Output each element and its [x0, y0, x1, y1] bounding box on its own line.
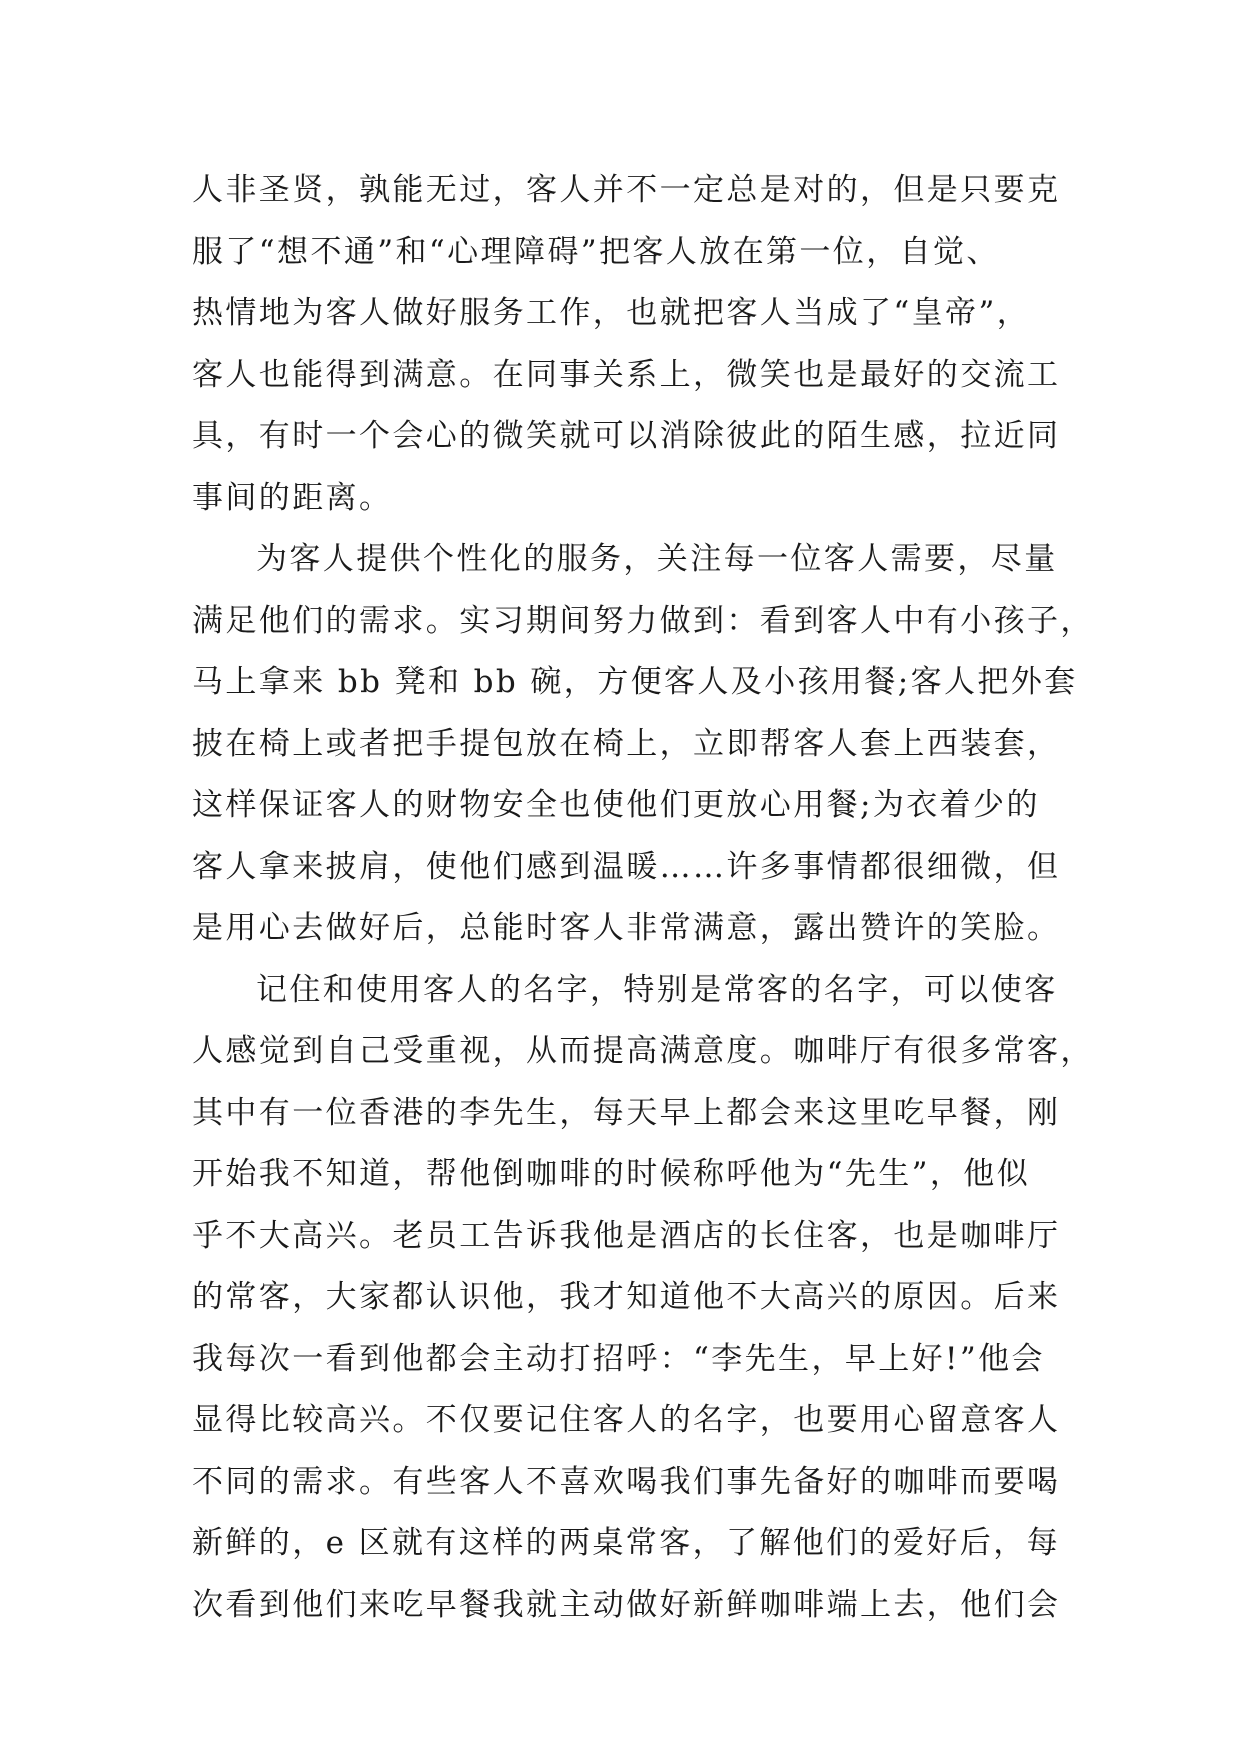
text-line: 客人也能得到满意。在同事关系上，微笑也是最好的交流工: [192, 356, 1061, 393]
text-line: 显得比较高兴。不仅要记住客人的名字，也要用心留意客人: [192, 1402, 1061, 1438]
text-line: 乎不大高兴。老员工告诉我他是酒店的长住客，也是咖啡厅: [192, 1217, 1061, 1254]
text-line: 满足他们的需求。实习期间努力做到：看到客人中有小孩子，: [192, 602, 1094, 639]
text-line: 热情地为客人做好服务工作，也就把客人当成了“皇帝”，: [192, 295, 1031, 331]
text-line: 披在椅上或者把手提包放在椅上，立即帮客人套上西装套，: [192, 725, 1061, 762]
text-line: 服了“想不通”和“心理障碍”把客人放在第一位，自觉、: [192, 233, 1000, 270]
text-line: 人非圣贤，孰能无过，客人并不一定总是对的，但是只要克: [192, 172, 1061, 208]
text-line: 的常客，大家都认识他，我才知道他不大高兴的原因。后来: [192, 1279, 1061, 1315]
text-line: 新鲜的，e 区就有这样的两桌常客，了解他们的爱好后，每: [192, 1525, 1060, 1561]
text-line: 客人拿来披肩，使他们感到温暖……许多事情都很细微，但: [192, 848, 1061, 885]
text-line: 我每次一看到他都会主动打招呼：“李先生，早上好!”他会: [192, 1340, 1045, 1377]
body-text: [192, 160, 1094, 1636]
text-line: 马上拿来 bb 凳和 bb 碗，方便客人及小孩用餐;客人把外套: [192, 664, 1078, 700]
paragraph-first-line: 为客人提供个性化的服务，关注每一位客人需要，尽量: [256, 541, 1058, 577]
paragraph-first-line: 记住和使用客人的名字，特别是常客的名字，可以使客: [256, 971, 1058, 1008]
text-line: 具，有时一个会心的微笑就可以消除彼此的陌生感，拉近同: [192, 418, 1061, 454]
text-line: 人感觉到自己受重视，从而提高满意度。咖啡厅有很多常客，: [192, 1033, 1094, 1069]
text-line: 其中有一位香港的李先生，每天早上都会来这里吃早餐，刚: [192, 1094, 1061, 1131]
text-line: 次看到他们来吃早餐我就主动做好新鲜咖啡端上去，他们会: [192, 1586, 1061, 1623]
text-line: 是用心去做好后，总能时客人非常满意，露出赞许的笑脸。: [192, 910, 1061, 946]
text-line: 不同的需求。有些客人不喜欢喝我们事先备好的咖啡而要喝: [192, 1463, 1061, 1500]
text-line: 事间的距离。: [192, 479, 393, 516]
text-line: 这样保证客人的财物安全也使他们更放心用餐;为衣着少的: [192, 787, 1040, 823]
text-line: 开始我不知道，帮他倒咖啡的时候称呼他为“先生”，他似: [192, 1156, 1031, 1192]
